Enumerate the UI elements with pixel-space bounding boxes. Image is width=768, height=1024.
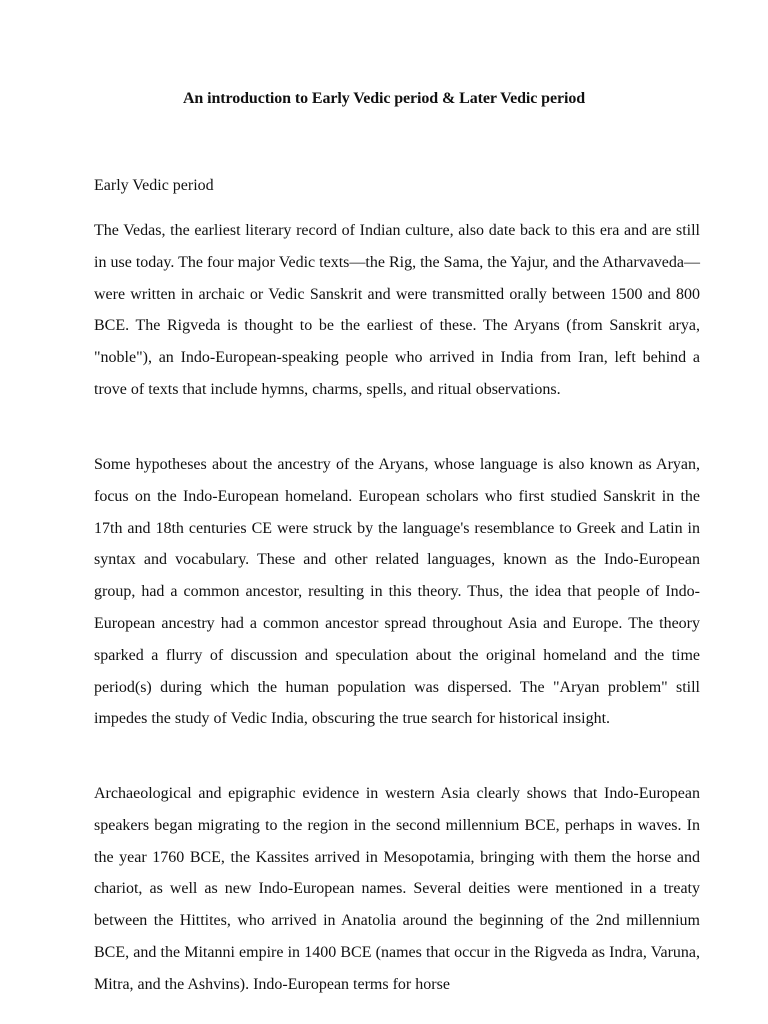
section-heading: Early Vedic period bbox=[94, 177, 214, 194]
paragraph-3: Archaeological and epigraphic evidence in western Asia clearly shows that Indo-European speakers began migrating to the region in the second millennium BCE, perhaps in waves. In the year 1760 BCE, the Kassites arrived in Mesopotamia, bringing with them the horse and chariot, as well as new Indo-European names. Several deities were mentioned in a treaty between the Hittites, who arrived in Anatolia around the beginning of the 2nd millennium BCE, and the Mitanni empire in 1400 BCE (names that occur in the Rigveda as Indra, Varuna, Mitra, and the Ashvins). Indo-European terms for horse bbox=[94, 785, 700, 993]
paragraph-1: The Vedas, the earliest literary record of Indian culture, also date back to this era and are still in use today. The four major Vedic texts—the Rig, the Sama, the Yajur, and the Atharvaveda—were written in archaic or Vedic Sanskrit and were transmitted orally between 1500 and 800 BCE. The Rigveda is thought to be the earliest of these. The Aryans (from Sanskrit arya, "noble"), an Indo-European-speaking people who arrived in India from Iran, left behind a trove of texts that include hymns, charms, spells, and ritual observations. bbox=[94, 222, 700, 398]
document-title: An introduction to Early Vedic period & Later Vedic period bbox=[182, 90, 586, 107]
paragraph-2: Some hypotheses about the ancestry of the Aryans, whose language is also known as Aryan, focus on the Indo-European homeland. European scholars who first studied Sanskrit in the 17th and 18th centuries CE were struck by the language's resemblance to Greek and Latin in syntax and vocabulary. These and other related languages, known as the Indo-European group, had a common ancestor, resulting in this theory. Thus, the idea that people of Indo-European ancestry had a common ancestor spread throughout Asia and Europe. The theory sparked a flurry of discussion and speculation about the original homeland and the time period(s) during which the human population was dispersed. The "Aryan problem" still impedes the study of Vedic India, obscuring the true search for historical insight. bbox=[94, 456, 700, 728]
